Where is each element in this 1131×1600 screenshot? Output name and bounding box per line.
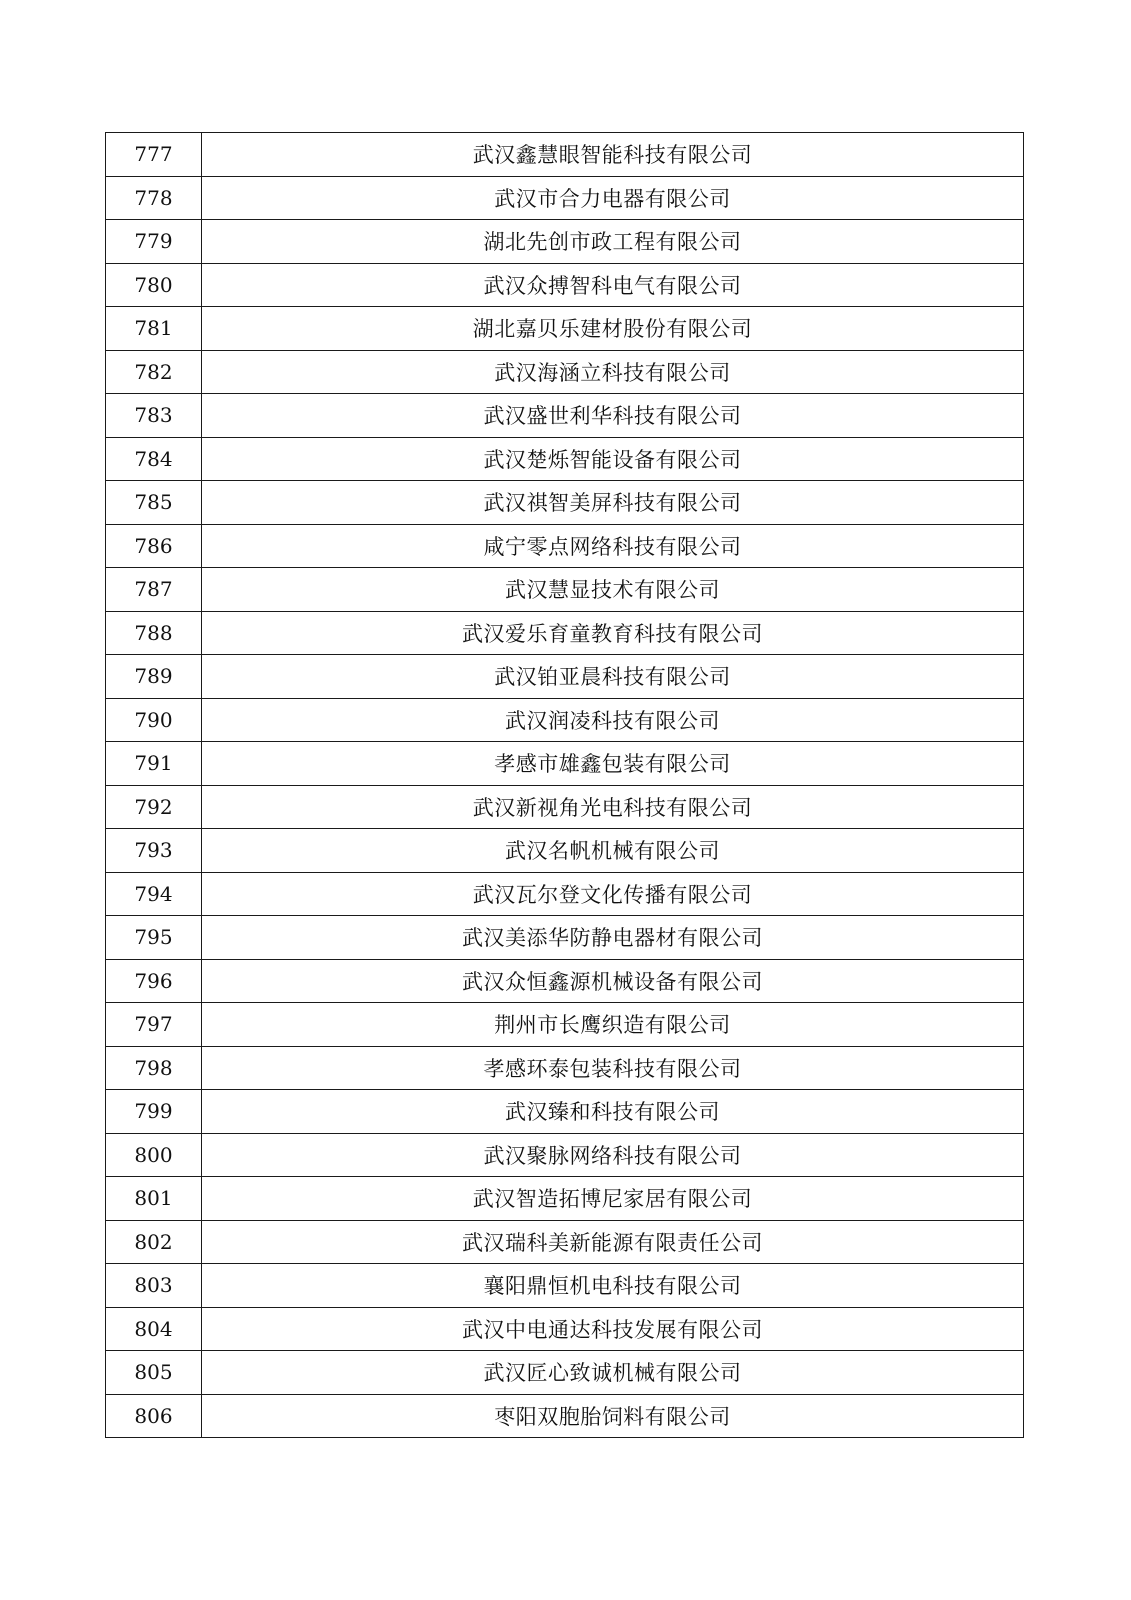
company-name: 武汉美添华防静电器材有限公司 — [202, 916, 1024, 960]
row-number: 780 — [106, 263, 202, 307]
row-number: 798 — [106, 1046, 202, 1090]
company-name: 武汉智造拓博尼家居有限公司 — [202, 1177, 1024, 1221]
row-number: 791 — [106, 742, 202, 786]
table-row — [106, 959, 1024, 1003]
table-row — [106, 524, 1024, 568]
row-number: 786 — [106, 524, 202, 568]
row-number: 801 — [106, 1177, 202, 1221]
company-name: 武汉瑞科美新能源有限责任公司 — [202, 1220, 1024, 1264]
table-body — [106, 133, 1024, 1438]
table-row — [106, 220, 1024, 264]
company-name: 枣阳双胞胎饲料有限公司 — [202, 1394, 1024, 1438]
table-row — [106, 1220, 1024, 1264]
row-number: 804 — [106, 1307, 202, 1351]
company-name: 武汉祺智美屏科技有限公司 — [202, 481, 1024, 525]
table-row — [106, 350, 1024, 394]
row-number: 778 — [106, 176, 202, 220]
company-name: 武汉盛世利华科技有限公司 — [202, 394, 1024, 438]
table-row — [106, 307, 1024, 351]
row-number: 806 — [106, 1394, 202, 1438]
table-row — [106, 785, 1024, 829]
company-name: 武汉中电通达科技发展有限公司 — [202, 1307, 1024, 1351]
row-number: 797 — [106, 1003, 202, 1047]
row-number: 777 — [106, 133, 202, 177]
company-name: 武汉市合力电器有限公司 — [202, 176, 1024, 220]
table-row — [106, 1177, 1024, 1221]
company-name: 襄阳鼎恒机电科技有限公司 — [202, 1264, 1024, 1308]
company-name: 武汉楚烁智能设备有限公司 — [202, 437, 1024, 481]
company-name: 武汉名帆机械有限公司 — [202, 829, 1024, 873]
row-number: 790 — [106, 698, 202, 742]
row-number: 788 — [106, 611, 202, 655]
table-row — [106, 1307, 1024, 1351]
company-name: 湖北嘉贝乐建材股份有限公司 — [202, 307, 1024, 351]
table-row — [106, 133, 1024, 177]
table-row — [106, 1264, 1024, 1308]
row-number: 800 — [106, 1133, 202, 1177]
row-number: 796 — [106, 959, 202, 1003]
row-number: 795 — [106, 916, 202, 960]
company-name: 武汉铂亚晨科技有限公司 — [202, 655, 1024, 699]
row-number: 794 — [106, 872, 202, 916]
company-name: 武汉瓦尔登文化传播有限公司 — [202, 872, 1024, 916]
company-name: 武汉海涵立科技有限公司 — [202, 350, 1024, 394]
table-row — [106, 916, 1024, 960]
company-name: 武汉聚脉网络科技有限公司 — [202, 1133, 1024, 1177]
table-row — [106, 437, 1024, 481]
company-name: 荆州市长鹰织造有限公司 — [202, 1003, 1024, 1047]
company-name: 武汉匠心致诚机械有限公司 — [202, 1351, 1024, 1395]
company-name: 孝感市雄鑫包装有限公司 — [202, 742, 1024, 786]
company-list-table — [105, 132, 1024, 1438]
table-row — [106, 872, 1024, 916]
table-row — [106, 611, 1024, 655]
row-number: 793 — [106, 829, 202, 873]
company-name: 咸宁零点网络科技有限公司 — [202, 524, 1024, 568]
table-row — [106, 1351, 1024, 1395]
row-number: 802 — [106, 1220, 202, 1264]
row-number: 783 — [106, 394, 202, 438]
row-number: 803 — [106, 1264, 202, 1308]
table-row — [106, 1046, 1024, 1090]
row-number: 784 — [106, 437, 202, 481]
table-row — [106, 568, 1024, 612]
table-row — [106, 742, 1024, 786]
row-number: 792 — [106, 785, 202, 829]
row-number: 789 — [106, 655, 202, 699]
company-name: 武汉众恒鑫源机械设备有限公司 — [202, 959, 1024, 1003]
row-number: 785 — [106, 481, 202, 525]
row-number: 787 — [106, 568, 202, 612]
table-row — [106, 263, 1024, 307]
company-name: 武汉臻和科技有限公司 — [202, 1090, 1024, 1134]
table-row — [106, 655, 1024, 699]
company-name: 武汉爱乐育童教育科技有限公司 — [202, 611, 1024, 655]
table-row — [106, 1394, 1024, 1438]
company-name: 武汉润凌科技有限公司 — [202, 698, 1024, 742]
company-name: 孝感环泰包装科技有限公司 — [202, 1046, 1024, 1090]
row-number: 781 — [106, 307, 202, 351]
table-row — [106, 394, 1024, 438]
table-row — [106, 176, 1024, 220]
company-name: 武汉众搏智科电气有限公司 — [202, 263, 1024, 307]
company-name: 武汉新视角光电科技有限公司 — [202, 785, 1024, 829]
table-row — [106, 1003, 1024, 1047]
table-row — [106, 829, 1024, 873]
table-row — [106, 1090, 1024, 1134]
table-row — [106, 698, 1024, 742]
company-name: 武汉慧显技术有限公司 — [202, 568, 1024, 612]
table-row — [106, 1133, 1024, 1177]
company-name: 湖北先创市政工程有限公司 — [202, 220, 1024, 264]
table-row — [106, 481, 1024, 525]
company-name: 武汉鑫慧眼智能科技有限公司 — [202, 133, 1024, 177]
row-number: 782 — [106, 350, 202, 394]
row-number: 779 — [106, 220, 202, 264]
row-number: 805 — [106, 1351, 202, 1395]
row-number: 799 — [106, 1090, 202, 1134]
